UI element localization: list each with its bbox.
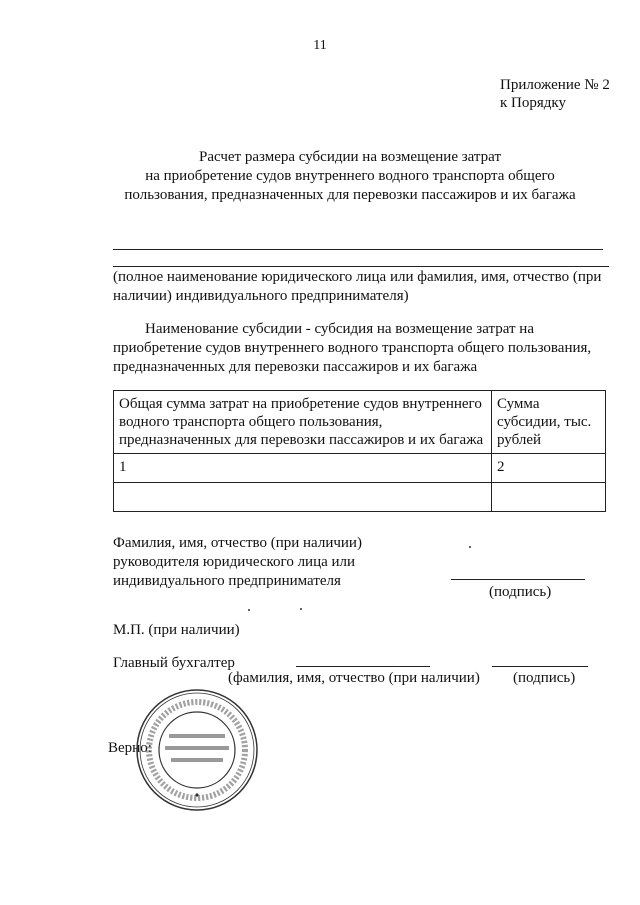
table-value-row (114, 483, 606, 512)
subsidy-name-paragraph (113, 320, 609, 377)
title-line-1: Расчет размера субсидии на возмещение затрат (198, 149, 501, 165)
chief-name-hint: (фамилия, имя, отчество (при наличии) (228, 670, 480, 686)
title-line-3: пользования, предназначенных для перевозки пассажиров и их багажа (124, 187, 576, 203)
certified-label: Верно: (108, 740, 152, 756)
total-costs-value (114, 483, 492, 512)
seal-place-label: М.П. (при наличии) (113, 622, 240, 638)
page-number: 11 (313, 38, 327, 53)
appendix-reference (500, 76, 610, 112)
head-label-line-3: индивидуального предпринимателя (113, 573, 341, 589)
head-signature-block (113, 534, 362, 591)
chief-name-line (296, 666, 430, 667)
table-number-row (114, 454, 606, 483)
chief-signature-line (492, 666, 588, 667)
subsidy-amount-value (492, 483, 606, 512)
header-subsidy-amount: Сумма субсидии, тыс. рублей (492, 391, 606, 454)
calculation-table (113, 390, 606, 512)
title-line-2: на приобретение судов внутреннего водного транспорта общего (145, 168, 555, 184)
head-signature-line (451, 579, 585, 580)
chief-signature-hint: (подпись) (513, 670, 576, 686)
header-total-costs: Общая сумма затрат на приобретение судов внутреннего водного транспорта общего пользования, предназначенных для перевозки пассажиров и их багажа (114, 391, 492, 454)
table-header-row (114, 391, 606, 454)
head-signature-hint: (подпись) (489, 584, 552, 600)
entity-name-line (113, 249, 603, 250)
appendix-line-1: Приложение № 2 (500, 77, 610, 93)
official-stamp (135, 688, 259, 812)
speck (248, 609, 250, 611)
head-label-line-2: руководителя юридического лица или (113, 554, 356, 570)
speck (300, 608, 302, 610)
column-number-2: 2 (492, 454, 606, 483)
entity-name-line-2 (113, 266, 609, 267)
entity-name-caption: (полное наименование юридического лица или фамилия, имя, отчество (при наличии) индивидуального предпринимателя) (113, 269, 602, 304)
chief-accountant-label: Главный бухгалтер (113, 655, 235, 671)
appendix-line-2: к Порядку (500, 95, 566, 111)
document-title (80, 148, 620, 205)
head-label-line-1: Фамилия, имя, отчество (при наличии) (113, 535, 362, 551)
subsidy-name-text: Наименование субсидии - субсидия на возмещение затрат на приобретение судов внутреннего водного транспорта общего пользования, предназначенных для перевозки пассажиров и их багажа (113, 321, 592, 375)
speck (469, 546, 471, 548)
column-number-1: 1 (114, 454, 492, 483)
